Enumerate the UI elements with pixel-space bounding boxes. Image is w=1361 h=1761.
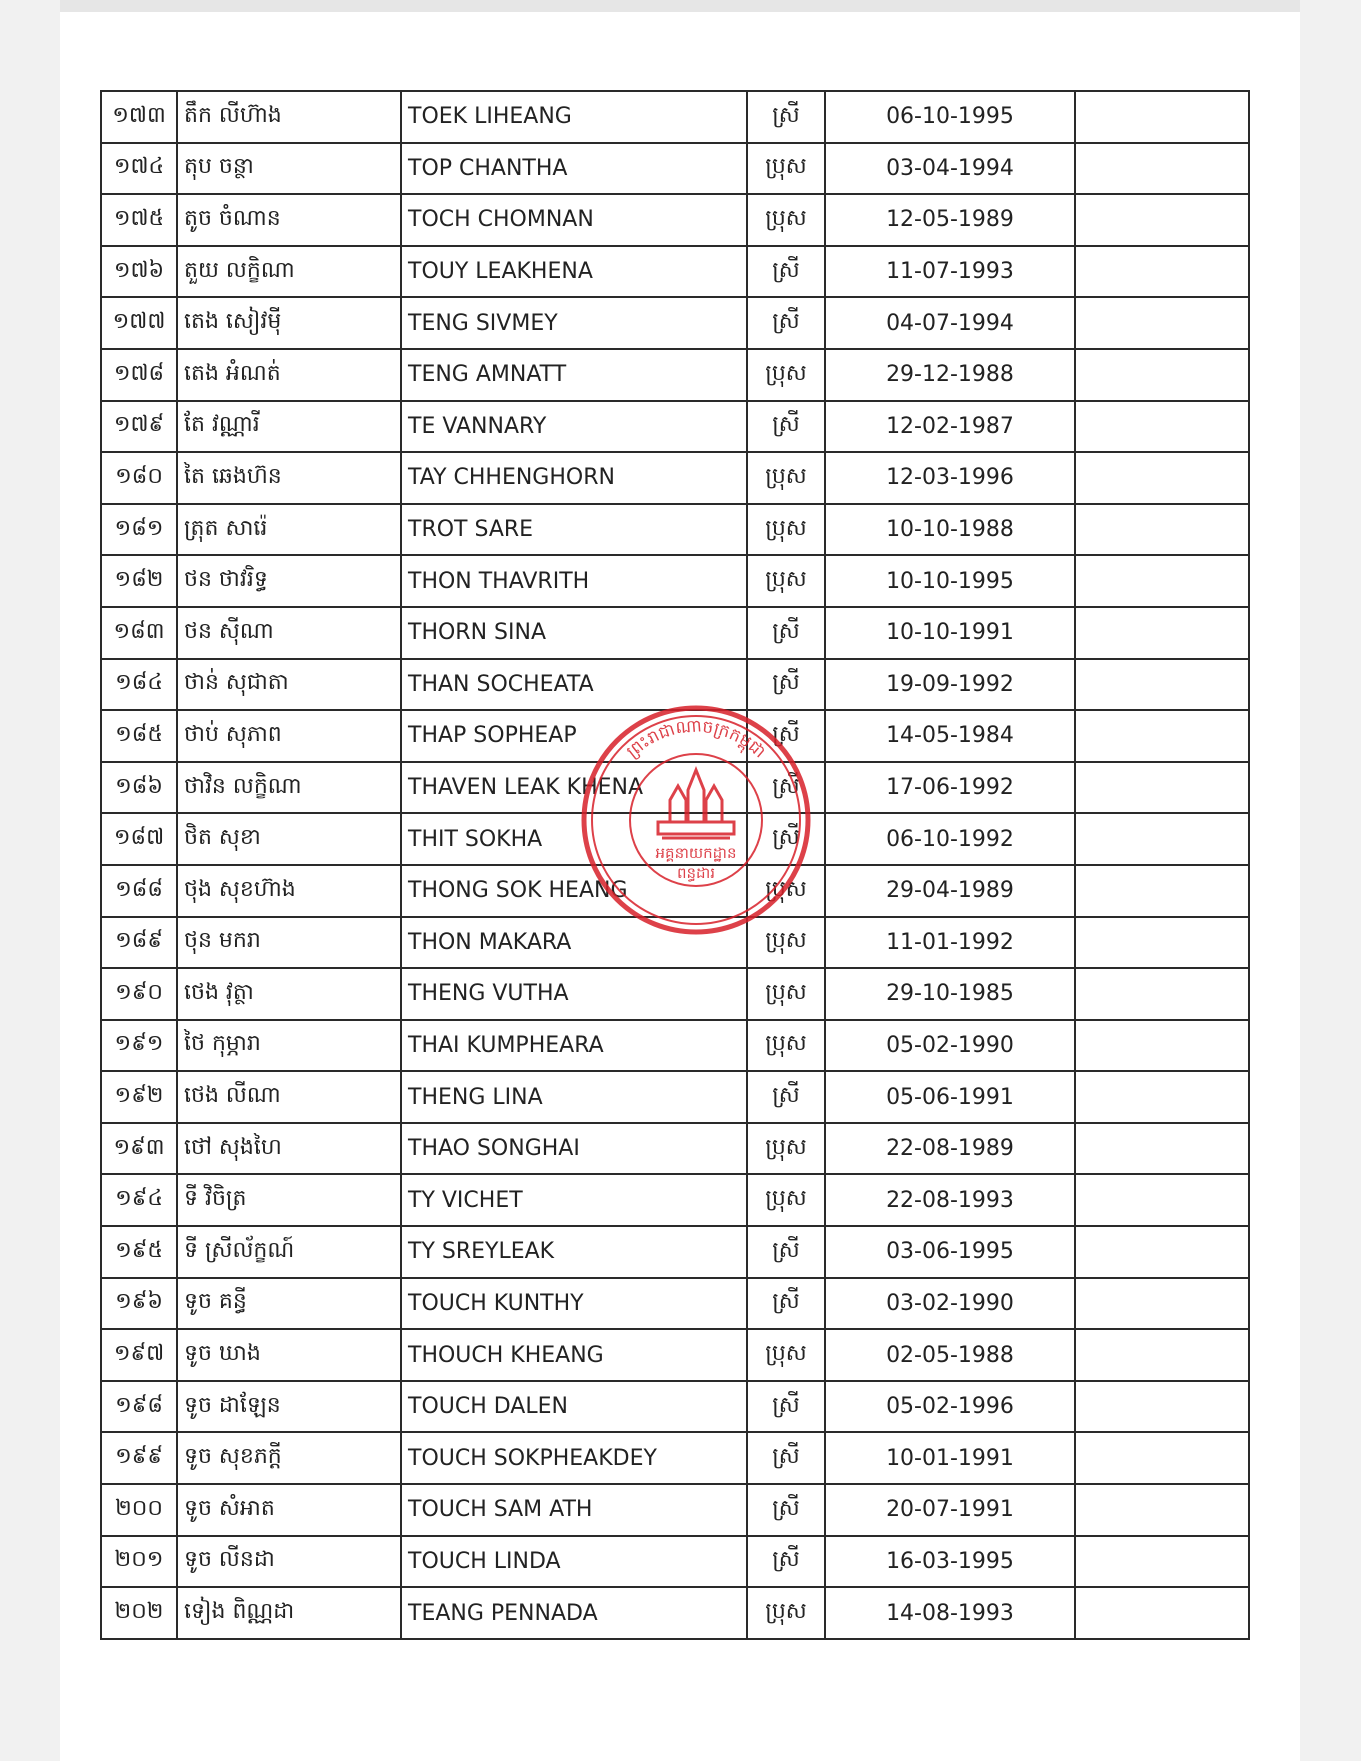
remarks [1075,1536,1249,1588]
latin-name: THAO SONGHAI [401,1123,747,1175]
khmer-name: ត្រុត សារ៉េ [177,504,401,556]
gender: ប្រុស [747,1174,825,1226]
date-of-birth: 06-10-1992 [825,813,1075,865]
remarks [1075,504,1249,556]
table-row [101,194,1249,246]
table-row [101,968,1249,1020]
khmer-name: តុប ចន្ថា [177,143,401,195]
date-of-birth: 12-02-1987 [825,401,1075,453]
remarks [1075,1020,1249,1072]
gender: ស្រី [747,1484,825,1536]
khmer-name: តៃ ឆេងហ៊ន [177,452,401,504]
gender: ស្រី [747,1381,825,1433]
roster-table [100,90,1250,1640]
table-row [101,813,1249,865]
latin-name: THAVEN LEAK KHENA [401,762,747,814]
gender: ប្រុស [747,504,825,556]
row-number: ១៨៩ [101,917,177,969]
khmer-name: ទូច ដាឡែន [177,1381,401,1433]
table-row [101,452,1249,504]
khmer-name: ថៃ កុម្ភារា [177,1020,401,1072]
date-of-birth: 22-08-1989 [825,1123,1075,1175]
khmer-name: ថៅ សុងហៃ [177,1123,401,1175]
date-of-birth: 12-05-1989 [825,194,1075,246]
date-of-birth: 17-06-1992 [825,762,1075,814]
gender: ប្រុស [747,1020,825,1072]
remarks [1075,401,1249,453]
latin-name: TOUCH SAM ATH [401,1484,747,1536]
khmer-name: ថេង វុត្ថា [177,968,401,1020]
date-of-birth: 11-01-1992 [825,917,1075,969]
khmer-name: ទូច ឃាង [177,1329,401,1381]
row-number: ១៩១ [101,1020,177,1072]
date-of-birth: 29-10-1985 [825,968,1075,1020]
latin-name: TOUCH SOKPHEAKDEY [401,1432,747,1484]
row-number: ១៩២ [101,1071,177,1123]
latin-name: THON THAVRITH [401,555,747,607]
khmer-name: ថន ថាវរិទ្ធ [177,555,401,607]
date-of-birth: 02-05-1988 [825,1329,1075,1381]
remarks [1075,1484,1249,1536]
table-row [101,1123,1249,1175]
date-of-birth: 11-07-1993 [825,246,1075,298]
khmer-name: ទៀង ពិណ្ណដា [177,1587,401,1639]
date-of-birth: 03-02-1990 [825,1278,1075,1330]
remarks [1075,865,1249,917]
date-of-birth: 03-04-1994 [825,143,1075,195]
gender: ប្រុស [747,452,825,504]
gender: ស្រី [747,1226,825,1278]
khmer-name: ទី វិចិត្រ [177,1174,401,1226]
latin-name: TOCH CHOMNAN [401,194,747,246]
latin-name: THAN SOCHEATA [401,659,747,711]
row-number: ១៩៥ [101,1226,177,1278]
gender: ស្រី [747,1432,825,1484]
table-row [101,1329,1249,1381]
khmer-name: ថិត សុខា [177,813,401,865]
latin-name: TE VANNARY [401,401,747,453]
table-row [101,143,1249,195]
row-number: ១៨៤ [101,659,177,711]
table-row [101,349,1249,401]
gender: ស្រី [747,1536,825,1588]
khmer-name: ទូច គន្ធី [177,1278,401,1330]
remarks [1075,349,1249,401]
row-number: ១៨១ [101,504,177,556]
table-row [101,607,1249,659]
date-of-birth: 10-01-1991 [825,1432,1075,1484]
latin-name: TOUCH KUNTHY [401,1278,747,1330]
table-row [101,1278,1249,1330]
table-row [101,1020,1249,1072]
row-number: ១៨៥ [101,710,177,762]
table-row [101,504,1249,556]
remarks [1075,91,1249,143]
row-number: ១៨៦ [101,762,177,814]
table-row [101,555,1249,607]
table-row [101,917,1249,969]
latin-name: TOEK LIHEANG [401,91,747,143]
khmer-name: ថេង លីណា [177,1071,401,1123]
latin-name: TENG SIVMEY [401,297,747,349]
row-number: ១៨២ [101,555,177,607]
gender: ស្រី [747,1278,825,1330]
row-number: ២០១ [101,1536,177,1588]
gender: ប្រុស [747,349,825,401]
remarks [1075,194,1249,246]
table-row [101,762,1249,814]
date-of-birth: 04-07-1994 [825,297,1075,349]
row-number: ១៩៣ [101,1123,177,1175]
latin-name: TOP CHANTHA [401,143,747,195]
gender: ស្រី [747,91,825,143]
gender: ស្រី [747,813,825,865]
gender: ប្រុស [747,865,825,917]
gender: ស្រី [747,246,825,298]
date-of-birth: 22-08-1993 [825,1174,1075,1226]
table-row [101,1536,1249,1588]
remarks [1075,1123,1249,1175]
khmer-name: ទូច លីនដា [177,1536,401,1588]
remarks [1075,297,1249,349]
remarks [1075,659,1249,711]
table-row [101,91,1249,143]
gender: ប្រុស [747,555,825,607]
khmer-name: ថុន មករា [177,917,401,969]
date-of-birth: 10-10-1995 [825,555,1075,607]
remarks [1075,607,1249,659]
remarks [1075,1381,1249,1433]
latin-name: TAY CHHENGHORN [401,452,747,504]
remarks [1075,1432,1249,1484]
row-number: ២០២ [101,1587,177,1639]
gender: ស្រី [747,659,825,711]
date-of-birth: 19-09-1992 [825,659,1075,711]
gender: ស្រី [747,297,825,349]
latin-name: TY SREYLEAK [401,1226,747,1278]
row-number: ១៧៣ [101,91,177,143]
latin-name: TOUY LEAKHENA [401,246,747,298]
table-row [101,710,1249,762]
latin-name: THONG SOK HEANG [401,865,747,917]
row-number: ១៩៨ [101,1381,177,1433]
table-row [101,659,1249,711]
gender: ស្រី [747,401,825,453]
remarks [1075,246,1249,298]
latin-name: TEANG PENNADA [401,1587,747,1639]
gender: ស្រី [747,1071,825,1123]
row-number: ១៧៩ [101,401,177,453]
row-number: ១៩៧ [101,1329,177,1381]
row-number: ១៩៤ [101,1174,177,1226]
khmer-name: តេង អំណត់ [177,349,401,401]
remarks [1075,1329,1249,1381]
row-number: ១៨៨ [101,865,177,917]
gender: ប្រុស [747,968,825,1020]
date-of-birth: 05-06-1991 [825,1071,1075,1123]
khmer-name: ថុង សុខហ៊ាង [177,865,401,917]
khmer-name: ថន ស៊ីណា [177,607,401,659]
latin-name: THIT SOKHA [401,813,747,865]
remarks [1075,710,1249,762]
khmer-name: តេង សៀវម៉ី [177,297,401,349]
khmer-name: តែ វណ្ណារី [177,401,401,453]
latin-name: TOUCH DALEN [401,1381,747,1433]
khmer-name: ទូច សំអាត [177,1484,401,1536]
date-of-birth: 05-02-1996 [825,1381,1075,1433]
row-number: ១៩៩ [101,1432,177,1484]
row-number: ១៧៦ [101,246,177,298]
row-number: ១៩៦ [101,1278,177,1330]
stamp-ring-text: ព្រះរាជាណាចក្រកម្ពុជា [622,716,770,763]
khmer-name: តូច ចំណាន [177,194,401,246]
remarks [1075,813,1249,865]
date-of-birth: 16-03-1995 [825,1536,1075,1588]
khmer-name: តឹក លីហ៊ាង [177,91,401,143]
latin-name: THENG LINA [401,1071,747,1123]
latin-name: THORN SINA [401,607,747,659]
date-of-birth: 12-03-1996 [825,452,1075,504]
stamp-bottom-text: ពន្ធដារ [676,864,716,882]
table-row [101,865,1249,917]
remarks [1075,1278,1249,1330]
table-row [101,246,1249,298]
khmer-name: ថាន់ សុជាតា [177,659,401,711]
table-row [101,297,1249,349]
gender: ប្រុស [747,1587,825,1639]
remarks [1075,452,1249,504]
date-of-birth: 29-12-1988 [825,349,1075,401]
remarks [1075,968,1249,1020]
gender: ប្រុស [747,1123,825,1175]
latin-name: TROT SARE [401,504,747,556]
latin-name: TOUCH LINDA [401,1536,747,1588]
gender: ប្រុស [747,917,825,969]
date-of-birth: 06-10-1995 [825,91,1075,143]
remarks [1075,1071,1249,1123]
khmer-name: ទី ស្រីល័ក្ខណ៍ [177,1226,401,1278]
stamp-center-text: អគ្គនាយកដ្ឋាន [655,844,737,862]
remarks [1075,1174,1249,1226]
table-row [101,1071,1249,1123]
latin-name: THAI KUMPHEARA [401,1020,747,1072]
gender: ប្រុស [747,1329,825,1381]
row-number: ២០០ [101,1484,177,1536]
date-of-birth: 14-08-1993 [825,1587,1075,1639]
table-row [101,1432,1249,1484]
latin-name: TY VICHET [401,1174,747,1226]
date-of-birth: 05-02-1990 [825,1020,1075,1072]
date-of-birth: 03-06-1995 [825,1226,1075,1278]
latin-name: THAP SOPHEAP [401,710,747,762]
khmer-name: ថាប់ សុភាព [177,710,401,762]
date-of-birth: 29-04-1989 [825,865,1075,917]
remarks [1075,1226,1249,1278]
table-row [101,1587,1249,1639]
gender: ប្រុស [747,194,825,246]
latin-name: THON MAKARA [401,917,747,969]
gender: ស្រី [747,762,825,814]
gender: ប្រុស [747,143,825,195]
latin-name: THOUCH KHEANG [401,1329,747,1381]
date-of-birth: 20-07-1991 [825,1484,1075,1536]
row-number: ១៧៧ [101,297,177,349]
table-row [101,1381,1249,1433]
khmer-name: ទូច សុខភក្តី [177,1432,401,1484]
remarks [1075,555,1249,607]
row-number: ១៧៥ [101,194,177,246]
khmer-name: តួយ លក្ខិណា [177,246,401,298]
row-number: ១៧៨ [101,349,177,401]
remarks [1075,762,1249,814]
date-of-birth: 10-10-1988 [825,504,1075,556]
date-of-birth: 14-05-1984 [825,710,1075,762]
table-row [101,1226,1249,1278]
latin-name: TENG AMNATT [401,349,747,401]
date-of-birth: 10-10-1991 [825,607,1075,659]
table-row [101,1174,1249,1226]
roster-body [101,91,1249,1639]
remarks [1075,1587,1249,1639]
table-row [101,1484,1249,1536]
row-number: ១៨៣ [101,607,177,659]
row-number: ១៨០ [101,452,177,504]
row-number: ១៧៤ [101,143,177,195]
row-number: ១៨៧ [101,813,177,865]
remarks [1075,917,1249,969]
gender: ស្រី [747,710,825,762]
remarks [1075,143,1249,195]
latin-name: THENG VUTHA [401,968,747,1020]
table-row [101,401,1249,453]
row-number: ១៩០ [101,968,177,1020]
khmer-name: ថាវិន លក្ខិណា [177,762,401,814]
gender: ស្រី [747,607,825,659]
